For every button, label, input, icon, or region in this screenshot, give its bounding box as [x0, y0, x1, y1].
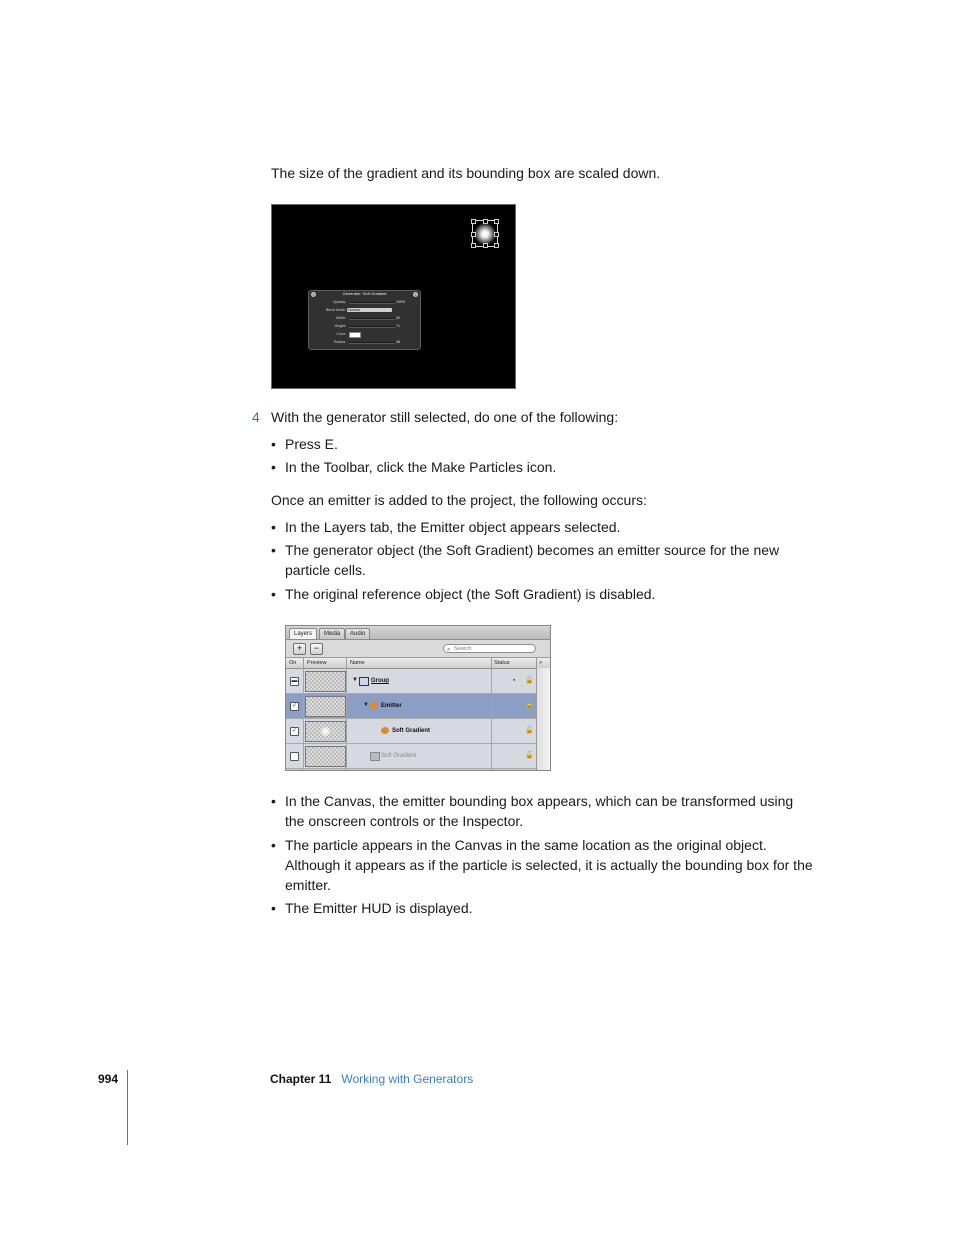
lock-icon[interactable]: 🔓	[525, 677, 534, 684]
layers-toolbar	[286, 640, 550, 658]
layer-row-soft-gradient-cell[interactable]	[286, 719, 536, 744]
hud-row-opacity	[309, 300, 422, 305]
hud-label: Color:	[336, 332, 346, 336]
list-item-text: In the Toolbar, click the Make Particles icon.	[285, 459, 557, 475]
hud-label: Height:	[334, 324, 346, 328]
layer-enable-checkbox[interactable]: ✓	[291, 703, 298, 709]
hud-row-color	[309, 332, 422, 337]
generator-hud	[308, 290, 421, 350]
hud-close-icon: ×	[312, 292, 315, 297]
footer-divider	[127, 1070, 128, 1145]
hud-blend-popup: Normal	[347, 308, 392, 312]
hud-info-icon: i	[413, 292, 418, 297]
list-item: • The particle appears in the Canvas in the same location as the original object. Although it appears as if the particle is selected, it is actually the bounding box for the emitter.	[271, 835, 811, 895]
search-placeholder: Search	[454, 646, 472, 652]
lock-icon[interactable]: 🔓	[525, 727, 534, 734]
tab-layers[interactable]: Layers	[289, 628, 317, 639]
list-item: • In the Layers tab, the Emitter object appears selected.	[271, 517, 811, 537]
search-icon: ⌕	[447, 647, 451, 653]
columns-expand-icon[interactable]: >	[539, 660, 543, 666]
layer-row-soft-gradient-source[interactable]	[286, 744, 536, 769]
list-item: • Press E.	[271, 434, 811, 454]
list-item: • The Emitter HUD is displayed.	[271, 898, 811, 918]
hud-label: Width:	[335, 316, 346, 320]
layer-preview-thumbnail	[305, 746, 346, 767]
layer-enable-checkbox[interactable]	[290, 752, 299, 761]
hud-row-width	[309, 316, 422, 321]
hud-title: Generator: Soft Gradient	[342, 291, 387, 296]
search-input[interactable]	[443, 644, 536, 653]
hud-value: 52	[396, 316, 400, 320]
remove-layer-button[interactable]: −	[310, 643, 323, 655]
layer-enable-checkbox[interactable]: ▬	[291, 678, 298, 684]
layer-preview-thumbnail	[305, 671, 346, 692]
list-item-text: The original reference object (the Soft Gradient) is disabled.	[285, 586, 656, 602]
column-name[interactable]: Name	[350, 660, 365, 666]
group-icon	[359, 677, 369, 686]
column-on[interactable]: On	[289, 660, 297, 666]
hud-row-height	[309, 324, 422, 329]
hud-color-swatch	[349, 332, 361, 338]
lock-icon[interactable]: 🔓	[525, 752, 534, 759]
layers-panel-screenshot	[285, 625, 551, 771]
layer-name[interactable]: Soft Gradient	[392, 728, 431, 734]
list-item-text: The Emitter HUD is displayed.	[285, 900, 473, 916]
list-item-text: Press E.	[285, 436, 338, 452]
column-header	[286, 658, 550, 669]
lock-icon[interactable]: 🔓	[525, 702, 534, 709]
layer-name[interactable]: Soft Gradient	[381, 753, 417, 759]
intro-paragraph: The size of the gradient and its bounding box are scaled down.	[271, 165, 661, 181]
disclosure-triangle-icon[interactable]: ▼	[352, 677, 358, 683]
list-item: • The generator object (the Soft Gradient) becomes an emitter source for the new particle cells.	[271, 540, 811, 580]
list-item-text: In the Layers tab, the Emitter object appears selected.	[285, 519, 621, 535]
hud-value: 48	[396, 340, 400, 344]
layer-enable-checkbox[interactable]: ✓	[291, 728, 298, 734]
list-item-text: The particle appears in the Canvas in the same location as the original object. Although it appears as if the particle is selected, it is actually the bounding box for the emitter.	[285, 837, 813, 893]
step-text: With the generator still selected, do one of the following:	[271, 409, 619, 425]
chapter-label: Chapter 11	[270, 1072, 332, 1086]
chapter-title: Working with Generators	[341, 1072, 474, 1086]
emitter-icon	[370, 702, 378, 709]
canvas-screenshot	[271, 204, 516, 389]
list-item-text: In the Canvas, the emitter bounding box appears, which can be transformed using the onscreen controls or the Inspector.	[285, 793, 794, 829]
group-status-icon: ▪	[513, 677, 516, 684]
bounding-box	[472, 220, 498, 247]
tab-audio[interactable]: Audio	[345, 628, 370, 639]
layer-preview-thumbnail	[305, 721, 346, 742]
column-status[interactable]: Status	[494, 660, 510, 666]
layer-preview-thumbnail	[305, 696, 346, 717]
hud-value: 71	[396, 324, 400, 328]
list-item: • The original reference object (the Soft Gradient) is disabled.	[271, 584, 811, 604]
column-preview[interactable]: Preview	[307, 660, 327, 666]
hud-label: Opacity:	[332, 300, 346, 304]
hud-label: Radius:	[333, 340, 346, 344]
layer-row-group[interactable]	[286, 669, 536, 694]
hud-row-blend-mode	[309, 308, 422, 313]
layer-row-emitter[interactable]	[286, 694, 536, 719]
layer-name[interactable]: Emitter	[381, 703, 402, 709]
chapter-footer	[270, 1072, 473, 1086]
list-item: • In the Canvas, the emitter bounding box appears, which can be transformed using the onscreen controls or the Inspector.	[271, 791, 811, 831]
hud-value: 100%	[396, 300, 406, 304]
tab-media[interactable]: Media	[319, 628, 345, 639]
hud-row-radius	[309, 340, 422, 345]
hud-label: Blend Mode:	[325, 308, 346, 312]
page-number: 994	[98, 1072, 119, 1086]
list-item-text: The generator object (the Soft Gradient) becomes an emitter source for the new particle cells.	[285, 542, 780, 578]
panel-tabs	[286, 626, 550, 640]
layer-name[interactable]: Group	[371, 678, 389, 684]
occurs-intro: Once an emitter is added to the project, the following occurs:	[271, 492, 647, 508]
generator-icon	[370, 752, 380, 761]
vertical-scrollbar[interactable]	[536, 668, 551, 771]
add-layer-button[interactable]: +	[293, 643, 306, 655]
particle-cell-icon	[381, 727, 389, 734]
step-number: 4	[252, 409, 260, 425]
disclosure-triangle-icon[interactable]: ▼	[363, 702, 369, 708]
list-item: • In the Toolbar, click the Make Particles icon.	[271, 457, 811, 477]
